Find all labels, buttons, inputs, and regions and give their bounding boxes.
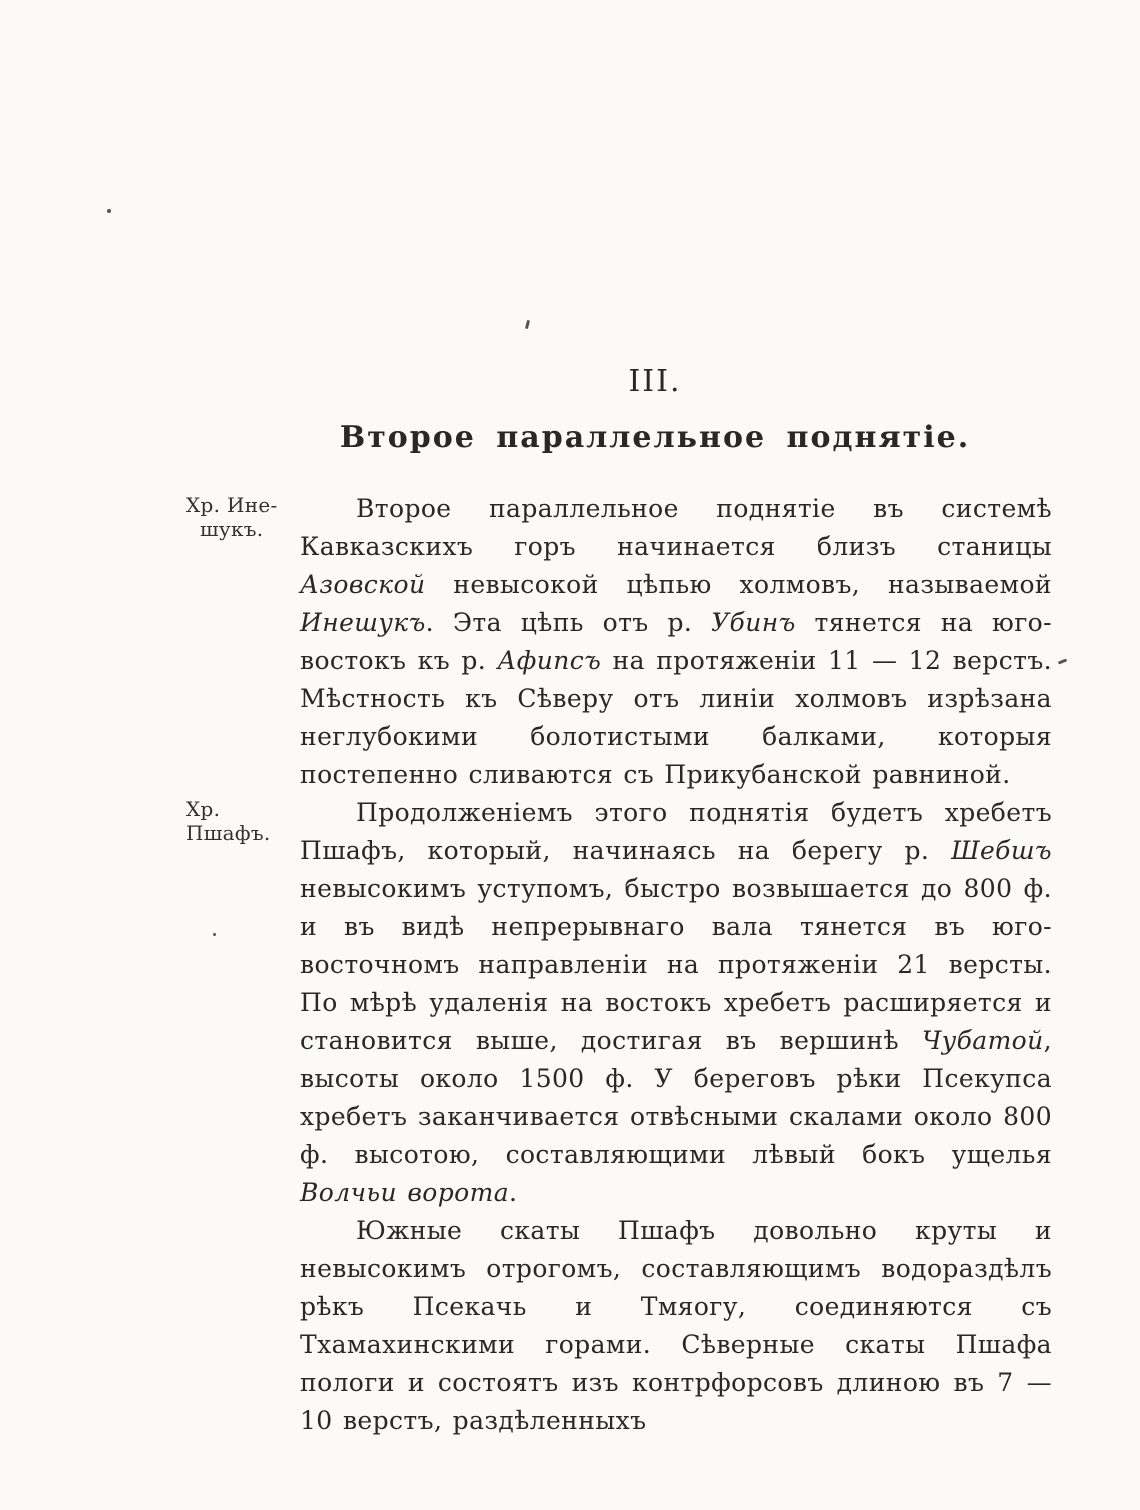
paragraph xyxy=(186,794,1052,1212)
paragraph xyxy=(186,490,1052,794)
margin-note-line: Хр. Пшафъ. xyxy=(186,797,271,845)
scan-speck xyxy=(107,209,111,213)
page-title: Второе параллельное поднятіе. xyxy=(339,420,971,455)
body-text: тянется на юго-востокъ къ р. xyxy=(300,608,1052,675)
body-text: Южные скаты Пшафъ довольно круты и невысокимъ отрогомъ, составляющимъ водораздѣлъ рѣкъ Псекачь и Тмяогу, соединяются съ Тхамахинскими горами. Сѣверные скаты Пшафа пологи и состоятъ изъ контрфорсовъ длиною въ 7 — 10 верстъ, раздѣленныхъ xyxy=(300,1216,1052,1435)
italic-term: Инешукъ xyxy=(300,608,426,637)
margin-note-line: шукъ. xyxy=(200,517,264,541)
margin-note-line: Хр. Ине- xyxy=(186,493,278,517)
margin-note xyxy=(186,493,292,541)
body-text: на протяженіи 11 — 12 верстъ. Мѣстность къ Сѣверу отъ линіи холмовъ изрѣзана неглубокими болотистыми балками, которыя постепенно сливаются съ Прикубанской равниной. xyxy=(300,646,1052,789)
body-text: , высоты около 1500 ф. У береговъ рѣки Псекупса хребетъ заканчивается отвѣсными скалами около 800 ф. высотою, составляющими лѣвый бокъ ущелья xyxy=(300,1026,1052,1169)
italic-term: Чубатой xyxy=(921,1026,1044,1055)
paragraph xyxy=(300,1212,1052,1440)
italic-term: Убинъ xyxy=(711,608,796,637)
body-text: невысокимъ уступомъ, быстро возвышается до 800 ф. и въ видѣ непрерывнаго вала тянется въ юго-восточномъ направленіи на протяженіи 21 версты. По мѣрѣ удаленія на востокъ хребетъ расширяется и становится выше, достигая въ вершинѣ xyxy=(300,874,1052,1055)
body-text: невысокой цѣпью холмовъ, называемой xyxy=(425,570,1052,599)
italic-term: Шебшъ xyxy=(951,836,1052,865)
body-text: . Эта цѣпь отъ р. xyxy=(425,608,712,637)
italic-term: Азовской xyxy=(300,570,426,599)
body-text: Второе параллельное поднятіе въ системѣ Кавказскихъ горъ начинается близъ станицы xyxy=(300,494,1052,561)
italic-term: Волчьи ворота xyxy=(300,1178,510,1207)
body-text: . xyxy=(509,1178,518,1207)
scan-speck xyxy=(1058,658,1067,664)
text-block xyxy=(186,490,1052,1440)
body-text: Продолженіемъ этого поднятія будетъ хребетъ Пшафъ, который, начинаясь на берегу р. xyxy=(300,798,1052,865)
scan-speck xyxy=(213,933,216,936)
italic-term: Афипсъ xyxy=(497,646,602,675)
chapter-number: III. xyxy=(628,364,682,399)
scan-speck xyxy=(525,320,530,329)
margin-note xyxy=(186,797,292,845)
